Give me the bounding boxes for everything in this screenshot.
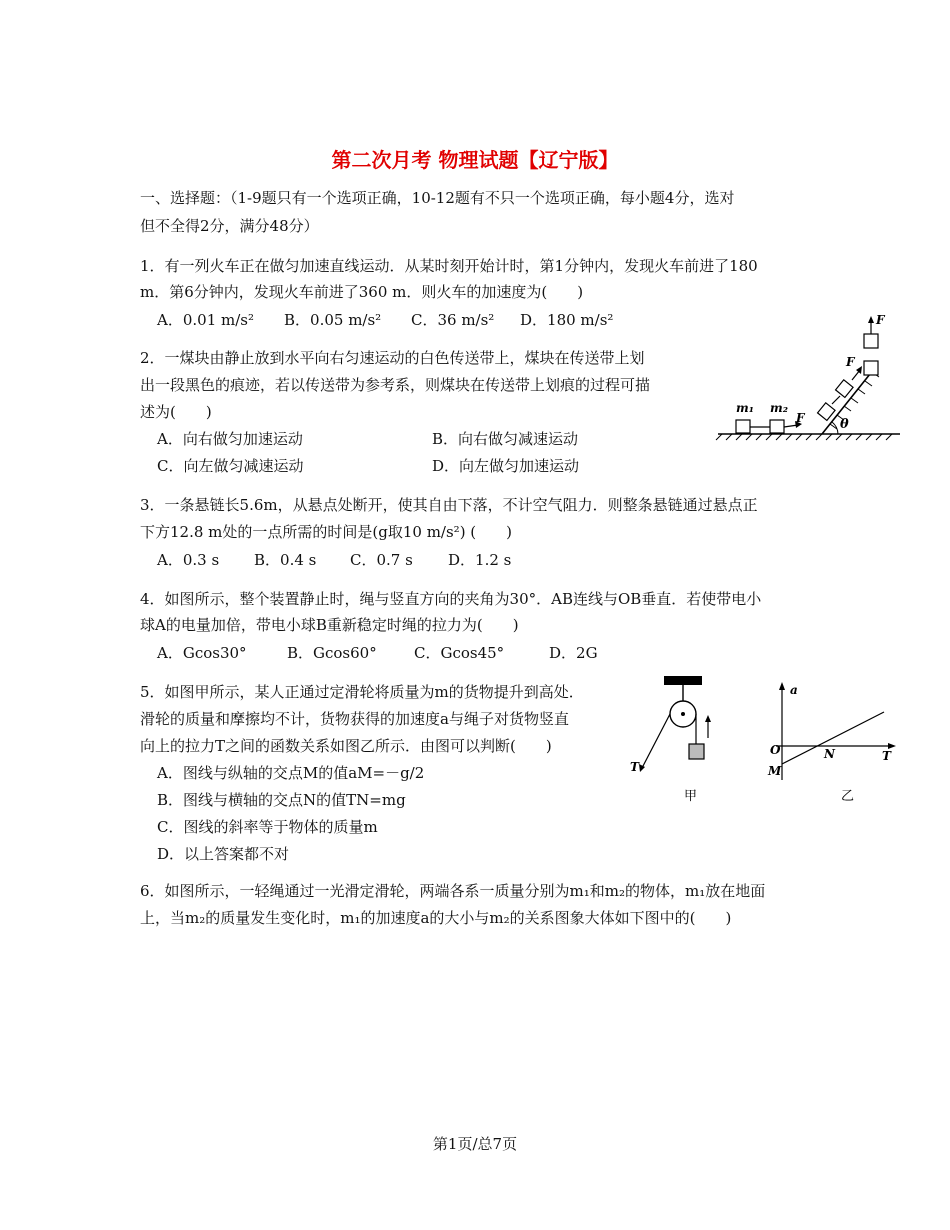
q3-option-a: A．0.3 s: [157, 551, 220, 569]
q1-line2: m．第6分钟内，发现火车前进了360 m．则火车的加速度为( ): [140, 283, 584, 301]
q4-line2: 球A的电量加倍，带电小球B重新稳定时绳的拉力为( ): [140, 616, 519, 634]
q5-option-b: B．图线与横轴的交点N的值TN=mg: [157, 791, 406, 809]
q1-line1: 1．有一列火车正在做匀加速直线运动．从某时刻开始计时，第1分钟内，发现火车前进了180: [140, 257, 758, 275]
q5-label-T: T: [630, 760, 639, 774]
q5-label-T-axis: T: [882, 749, 891, 763]
q5-line1: 5．如图甲所示，某人正通过定滑轮将质量为m的货物提升到高处．: [140, 683, 584, 701]
q2-label-f1: F: [796, 411, 805, 425]
q5-label-a: a: [790, 683, 798, 697]
q5-figure-jia: [628, 672, 738, 812]
q5-line3: 向上的拉力T之间的函数关系如图乙所示．由图可以判断( ): [140, 737, 552, 755]
q2-label-m2: m₂: [770, 401, 788, 415]
q4-option-b: B．Gcos60°: [287, 644, 377, 662]
q3-line1: 3．一条悬链长5.6m，从悬点处断开，使其自由下落，不计空气阻力．则整条悬链通过悬点正: [140, 496, 758, 514]
q1-option-c: C．36 m/s²: [411, 311, 495, 329]
q2-block-m1: [736, 420, 750, 433]
q5-option-d: D．以上答案都不对: [157, 845, 290, 863]
q6-line1: 6．如图所示，一轻绳通过一光滑定滑轮，两端各系一质量分别为m₁和m₂的物体，m₁放在地面: [140, 882, 766, 900]
q5-label-jia: 甲: [684, 789, 698, 804]
q5-figure-yi: [762, 676, 902, 812]
q2-block-m2: [770, 420, 784, 433]
q2-option-b: B．向右做匀减速运动: [432, 430, 579, 448]
q2-line1: 2．一煤块由静止放到水平向右匀速运动的白色传送带上，煤块在传送带上划: [140, 349, 645, 367]
q2-line2: 出一段黑色的痕迹，若以传送带为参考系，则煤块在传送带上划痕的过程可描: [140, 376, 651, 394]
q4-option-a: A．Gcos30°: [157, 644, 247, 662]
q5-cargo: [689, 744, 704, 759]
q2-option-d: D．向左做匀加速运动: [432, 457, 580, 475]
q3-option-c: C．0.7 s: [350, 551, 413, 569]
page-title: 第二次月考 物理试题【辽宁版】: [331, 148, 619, 172]
q5-line2: 滑轮的质量和摩擦均不计，货物获得的加速度a与绳子对货物竖直: [140, 710, 569, 728]
q5-option-c: C．图线的斜率等于物体的质量m: [157, 818, 378, 836]
q5-label-yi: 乙: [841, 789, 855, 804]
q2-label-f3: F: [876, 313, 885, 327]
q4-option-c: C．Gcos45°: [414, 644, 505, 662]
q2-option-c: C．向左做匀减速运动: [157, 457, 304, 475]
q2-label-m1: m₁: [736, 401, 754, 415]
q3-option-d: D．1.2 s: [448, 551, 512, 569]
q4-option-d: D．2G: [549, 644, 598, 662]
q4-line1: 4．如图所示，整个装置静止时，绳与竖直方向的夹角为30°．AB连线与OB垂直．若使带电小: [140, 590, 762, 608]
q1-option-b: B．0.05 m/s²: [284, 311, 382, 329]
q3-option-b: B．0.4 s: [254, 551, 317, 569]
q5-option-a: A．图线与纵轴的交点M的值aM=－g/2: [157, 764, 425, 782]
q5-label-N: N: [824, 747, 835, 761]
q2-label-theta: θ: [840, 417, 849, 432]
q5-label-M: M: [768, 764, 782, 778]
q2-line3: 述为( ): [140, 403, 212, 421]
q3-line2: 下方12.8 m处的一点所需的时间是(g取10 m/s²) ( ): [140, 523, 513, 541]
q1-option-d: D．180 m/s²: [520, 311, 614, 329]
q2-label-f2: F: [846, 355, 855, 369]
q6-line2: 上，当m₂的质量发生变化时，m₁的加速度a的大小与m₂的关系图象大体如下图中的( ): [140, 909, 732, 927]
section-instructions-line2: 但不全得2分，满分48分）: [140, 217, 319, 235]
q1-option-a: A．0.01 m/s²: [157, 311, 254, 329]
q2-figure: [710, 308, 910, 448]
q2-option-a: A．向右做匀加速运动: [157, 430, 303, 448]
section-instructions-line1: 一、选择题：（1-9题只有一个选项正确，10-12题有不只一个选项正确，每小题4分，选对: [140, 189, 735, 207]
q5-label-O: O: [770, 743, 781, 757]
page-footer: 第1页/总7页: [432, 1135, 518, 1153]
